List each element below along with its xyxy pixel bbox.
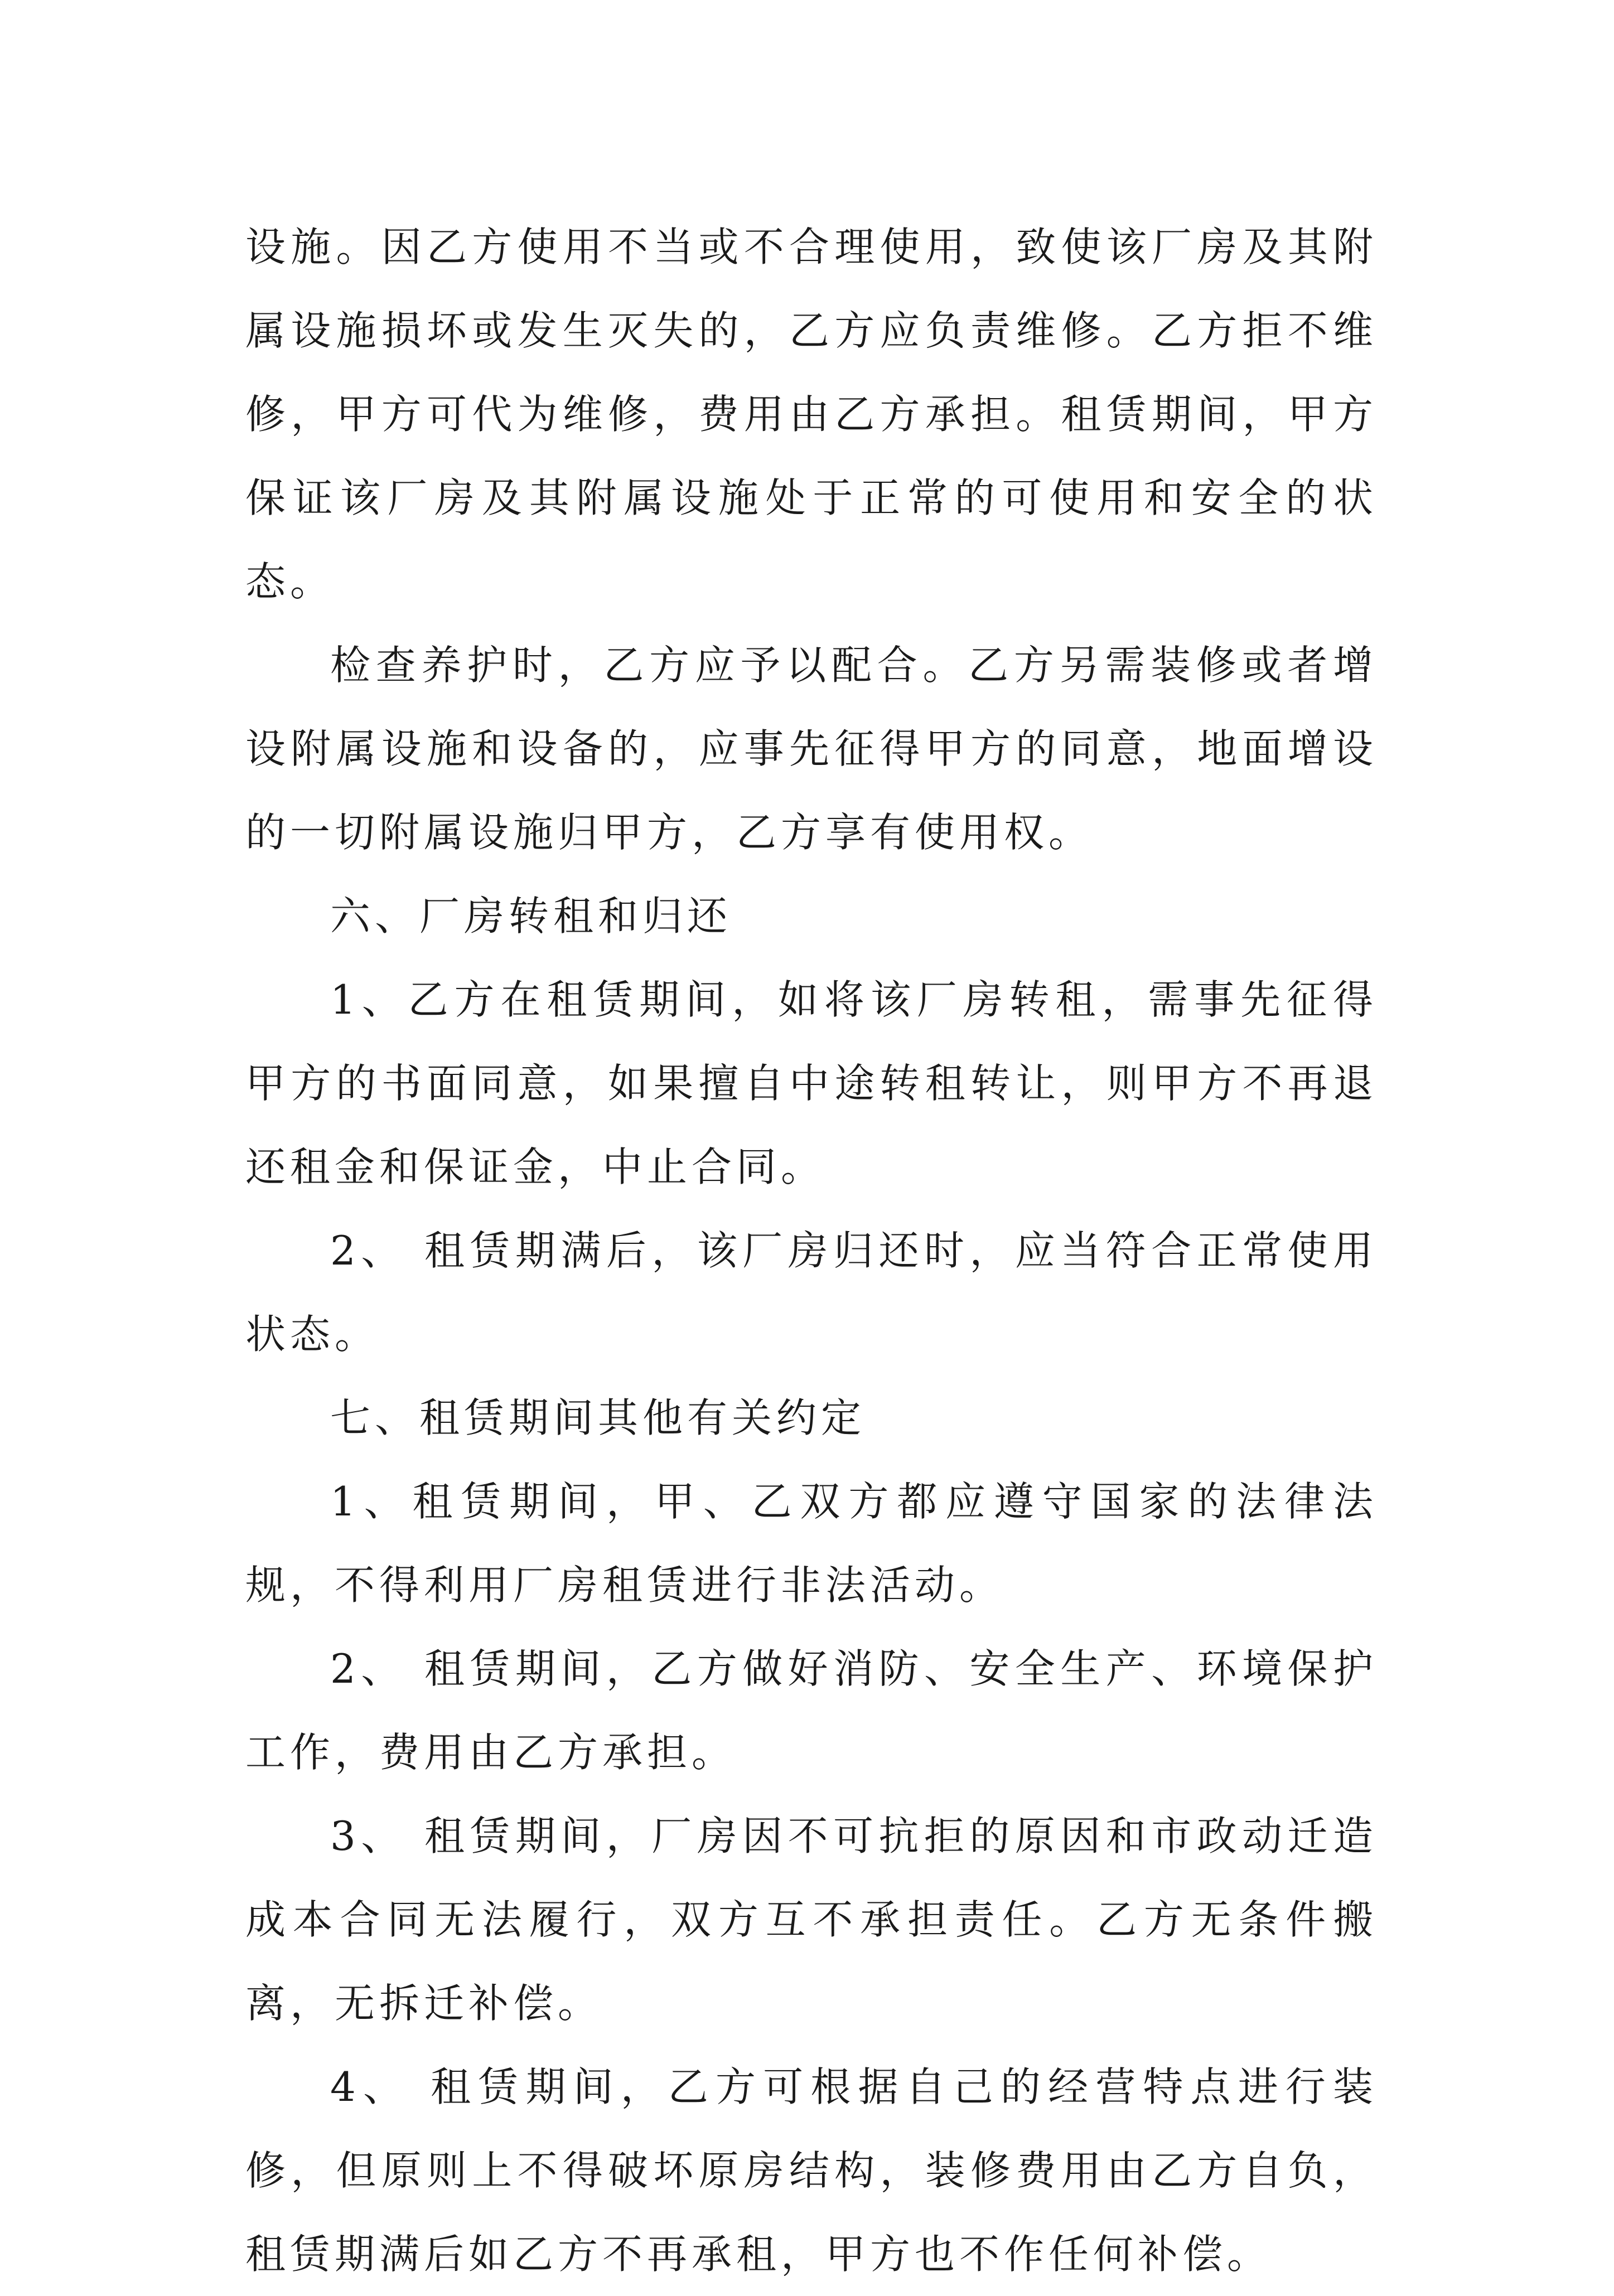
clause-sublease-1: 1、乙方在租赁期间，如将该厂房转租，需事先征得甲方的书面同意，如果擅自中途转租转让，则甲方不再退还租金和保证金，中止合同。 bbox=[245, 976, 1378, 1190]
document-body bbox=[245, 205, 1378, 2296]
clause-other-1: 1、租赁期间，甲、乙双方都应遵守国家的法律法规，不得利用厂房租赁进行非法活动。 bbox=[245, 1478, 1378, 1609]
paragraph-continuation: 设施。因乙方使用不当或不合理使用，致使该厂房及其附属设施损坏或发生灭失的，乙方应负责维修。乙方拒不维修，甲方可代为维修，费用由乙方承担。租赁期间，甲方保证该厂房及其附属设施处于正常的可使用和安全的状态。 bbox=[245, 224, 1378, 605]
section-heading-other: 七、租赁期间其他有关约定 bbox=[330, 1394, 866, 1441]
paragraph-inspection: 检查养护时，乙方应予以配合。乙方另需装修或者增设附属设施和设备的，应事先征得甲方的同意，地面增设的一切附属设施归甲方，乙方享有使用权。 bbox=[245, 642, 1378, 856]
clause-other-3: 3、 租赁期间，厂房因不可抗拒的原因和市政动迁造成本合同无法履行，双方互不承担责任。乙方无条件搬离，无拆迁补偿。 bbox=[245, 1813, 1378, 2027]
clause-other-2: 2、 租赁期间，乙方做好消防、安全生产、环境保护工作，费用由乙方承担。 bbox=[245, 1645, 1378, 1776]
clause-sublease-2: 2、 租赁期满后，该厂房归还时，应当符合正常使用状态。 bbox=[245, 1227, 1378, 1358]
section-heading-sublease: 六、厂房转租和归还 bbox=[330, 893, 732, 939]
clause-other-4: 4、 租赁期间，乙方可根据自己的经营特点进行装修，但原则上不得破坏原房结构，装修费用由乙方自负，租赁期满后如乙方不再承租，甲方也不作任何补偿。 bbox=[245, 2064, 1378, 2278]
